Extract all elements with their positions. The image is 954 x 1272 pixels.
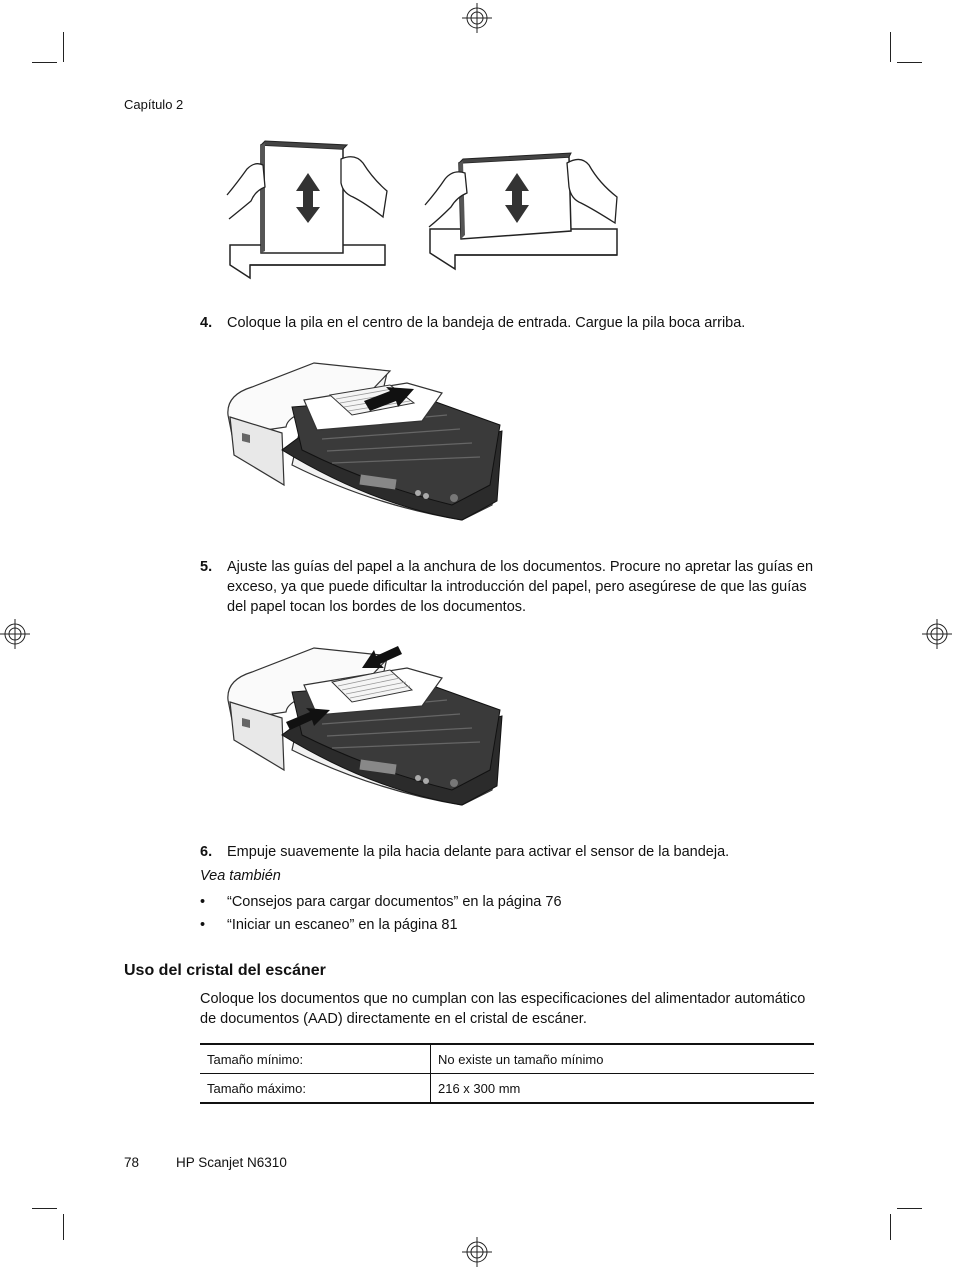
crop-mark [890,1214,891,1240]
step-text: Empuje suavemente la pila hacia delante para activar el sensor de la bandeja. [227,844,730,860]
see-also-link[interactable]: “Iniciar un escaneo” en la página 81 [227,917,458,933]
crop-mark [897,62,922,63]
registration-mark-icon [462,3,492,33]
paper-stack-illustration [225,135,620,283]
crop-mark [32,1208,57,1209]
see-also-label: Vea también [200,868,281,884]
bullet-icon: • [200,917,206,933]
bullet-icon: • [200,894,206,910]
table-cell-label: Tamaño máximo: [200,1074,431,1104]
section-title: Uso del cristal del escáner [124,962,326,979]
chapter-header: Capítulo 2 [124,97,184,112]
step-number: 6. [200,844,213,860]
crop-mark [897,1208,922,1209]
page-number: 78 [124,1155,140,1170]
crop-mark [63,32,64,62]
scanner-guides-illustration [222,640,507,810]
registration-mark-icon [0,619,30,649]
step-number: 5. [200,559,213,575]
registration-mark-icon [922,619,952,649]
crop-mark [890,32,891,62]
see-also-link[interactable]: “Consejos para cargar documentos” en la página 76 [227,894,562,910]
registration-mark-icon [462,1237,492,1267]
step-text: Coloque la pila en el centro de la bandeja de entrada. Cargue la pila boca arriba. [227,315,746,331]
spec-table [200,1043,814,1104]
product-name: HP Scanjet N6310 [176,1155,287,1170]
table-cell-value: No existe un tamaño mínimo [438,1051,604,1067]
table-row [200,1044,814,1074]
table-cell-value: 216 x 300 mm [431,1074,815,1104]
scanner-load-illustration [222,355,507,525]
step-text: Ajuste las guías del papel a la anchura de los documentos. Procure no apretar las guías en exceso, ya que puede dificultar la introducción del papel, pero asegúrese de que las guías del papel tocan los bordes de los documentos. [227,559,814,615]
table-row [200,1074,814,1104]
table-cell-label: Tamaño mínimo: [200,1044,431,1074]
step-number: 4. [200,315,213,331]
section-paragraph: Coloque los documentos que no cumplan con las especificaciones del alimentador automático de documentos (AAD) directamente en el cristal de escáner. [200,991,806,1027]
crop-mark [32,62,57,63]
crop-mark [63,1214,64,1240]
